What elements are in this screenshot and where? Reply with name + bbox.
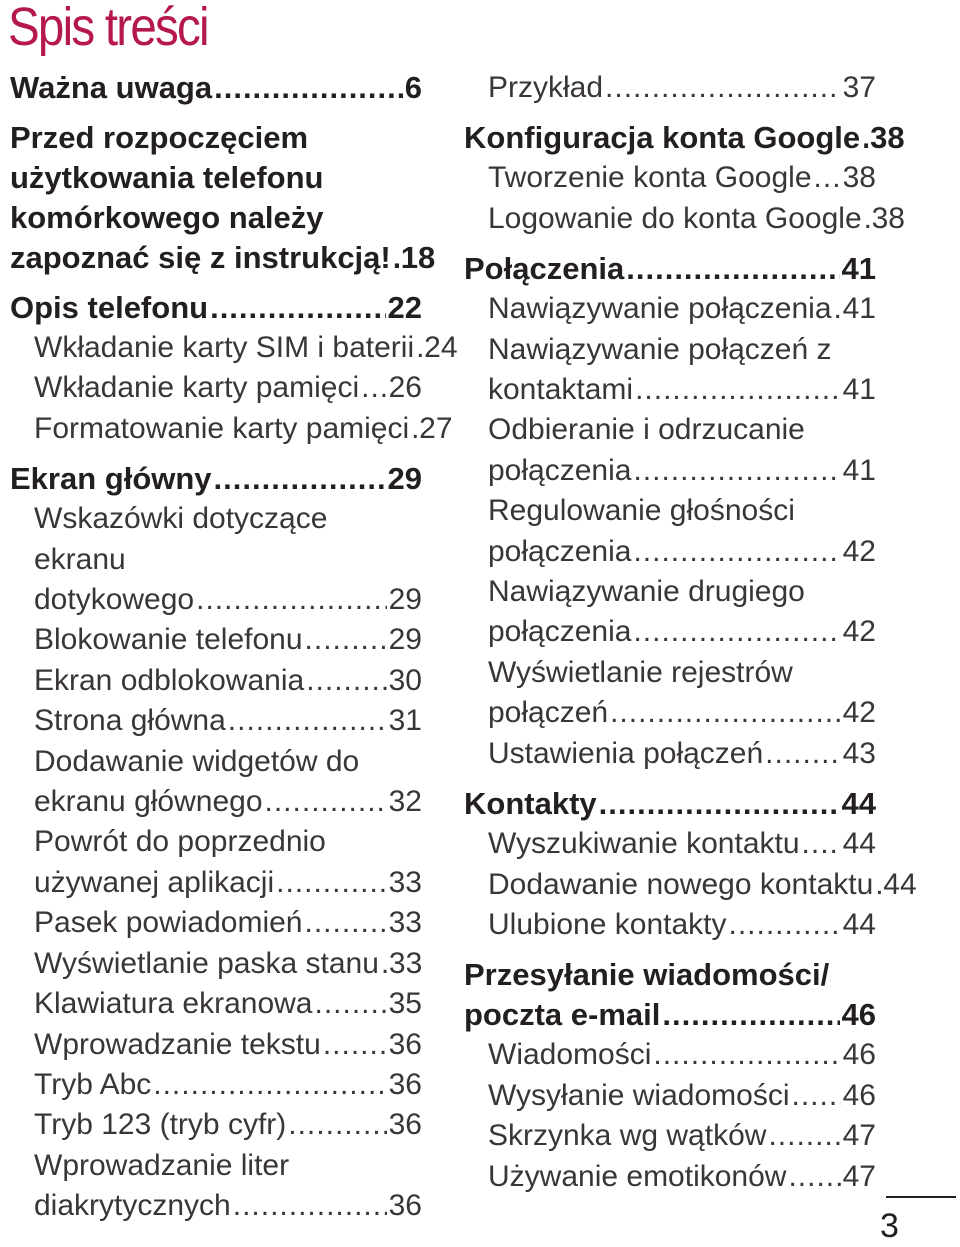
toc-subsection-entry[interactable]: [464, 410, 876, 491]
toc-entry-text-line: Wskazówki dotyczące ekranu: [34, 502, 328, 576]
toc-right-column: [464, 68, 917, 1197]
toc-subsection-entry[interactable]: [464, 289, 876, 329]
toc-dot-leader: [416, 328, 422, 368]
toc-subsection-entry[interactable]: [10, 368, 422, 408]
toc-page-number: 36: [388, 1027, 422, 1061]
toc-subsection-entry[interactable]: [464, 68, 876, 108]
toc-subsection-entry[interactable]: [10, 984, 422, 1024]
toc-page-number: 38: [842, 161, 876, 195]
toc-page-number: 22: [387, 290, 422, 325]
toc-page-number: 33: [388, 906, 422, 940]
toc-entry-label: Wkładanie karty pamięci: [34, 371, 360, 405]
toc-entry-label: Ulubione kontakty: [488, 907, 727, 941]
toc-subsection-entry[interactable]: [464, 1035, 876, 1075]
toc-page-number: 41: [842, 373, 876, 407]
toc-entry-label: używanej aplikacji: [34, 865, 275, 899]
toc-page-number: 18: [400, 240, 436, 275]
toc-section-entry[interactable]: [10, 118, 436, 278]
toc-section-entry[interactable]: [464, 249, 876, 289]
toc-entry-label: dotykowego: [34, 583, 195, 617]
toc-entry-text-line: użytkowania telefonu: [10, 160, 324, 195]
toc-subsection-entry[interactable]: [10, 409, 453, 449]
toc-entry-label: ekranu głównego: [34, 785, 263, 819]
toc-dot-leader: [802, 824, 841, 864]
toc-section-entry[interactable]: [10, 459, 422, 499]
toc-dot-leader: [633, 612, 840, 652]
toc-entry-text-line: Powrót do poprzednio: [34, 825, 326, 859]
toc-dot-leader: [210, 288, 385, 328]
toc-entry-label: Wyświetlanie paska stanu: [34, 946, 379, 980]
toc-page-number: 46: [842, 1038, 876, 1072]
toc-entry-label: Wiadomości: [488, 1038, 652, 1072]
toc-dot-leader: [599, 784, 840, 824]
toc-page-number: 26: [388, 371, 422, 405]
toc-entry-label: Blokowanie telefonu: [34, 623, 303, 657]
toc-entry-label: diakrytycznych: [34, 1189, 231, 1223]
toc-subsection-entry[interactable]: [464, 199, 905, 239]
toc-entry-label: Tryb Abc: [34, 1067, 152, 1101]
toc-subsection-entry[interactable]: [10, 903, 422, 943]
toc-section-entry[interactable]: [464, 118, 905, 158]
toc-subsection-entry[interactable]: [464, 905, 876, 945]
toc-page-number: 47: [842, 1159, 876, 1193]
toc-dot-leader: [633, 532, 840, 572]
toc-dot-leader: [862, 118, 868, 158]
toc-subsection-entry[interactable]: [464, 1157, 876, 1197]
toc-entry-label: Przykład: [488, 71, 604, 104]
toc-subsection-entry[interactable]: [10, 822, 422, 903]
toc-entry-label: Wprowadzanie tekstu: [34, 1027, 321, 1061]
toc-entry-text-line: Nawiązywanie drugiego: [488, 575, 805, 609]
toc-subsection-entry[interactable]: [464, 653, 876, 734]
toc-subsection-entry[interactable]: [464, 1076, 876, 1116]
toc-page-number: 42: [842, 534, 876, 568]
toc-page-number: 38: [870, 120, 905, 156]
toc-page-number: 44: [842, 827, 876, 861]
toc-dot-leader: [792, 1076, 841, 1116]
toc-dot-leader: [361, 368, 387, 408]
toc-entry-text-line: Wyświetlanie rejestrów: [488, 655, 793, 689]
toc-page-number: 36: [388, 1189, 422, 1223]
toc-page-number: 29: [388, 623, 422, 657]
toc-left-column: [10, 68, 458, 1227]
toc-entry-label: Opis telefonu: [10, 290, 209, 325]
toc-entry-label: Strona główna: [34, 704, 226, 738]
toc-dot-leader: [633, 451, 840, 491]
toc-subsection-entry[interactable]: [10, 944, 422, 984]
toc-entry-label: Formatowanie karty pamięci: [34, 411, 410, 445]
page-number: 3: [880, 1207, 899, 1245]
toc-dot-leader: [728, 905, 840, 945]
toc-entry-label: połączeń: [488, 696, 609, 730]
toc-subsection-entry[interactable]: [10, 742, 422, 823]
toc-dot-leader: [653, 1035, 840, 1075]
toc-dot-leader: [381, 944, 387, 984]
toc-page-number: 35: [388, 987, 422, 1021]
toc-subsection-entry[interactable]: [464, 572, 876, 653]
toc-entry-label: poczta e-mail: [464, 997, 661, 1033]
toc-entry-label: zapoznać się z instrukcją!: [10, 240, 391, 275]
toc-dot-leader: [834, 289, 841, 329]
page-title: Spis treści: [8, 0, 208, 57]
toc-dot-leader: [153, 1065, 386, 1105]
toc-entry-text-line: Przesyłanie wiadomości/: [464, 957, 830, 993]
toc-entry-label: Kontakty: [464, 786, 597, 822]
toc-page-number: 36: [388, 1067, 422, 1101]
toc-entry-label: Ekran odblokowania: [34, 663, 305, 697]
toc-page-number: 27: [419, 411, 453, 445]
toc-entry-label: kontaktami: [488, 373, 634, 407]
toc-page-number: 43: [842, 736, 876, 770]
toc-page-number: 41: [842, 453, 876, 487]
toc-page-number: 37: [842, 71, 876, 104]
toc-dot-leader: [662, 995, 839, 1035]
toc-entry-label: Konfiguracja konta Google: [464, 120, 861, 156]
toc-section-entry[interactable]: [10, 68, 422, 108]
toc-dot-leader: [306, 661, 386, 701]
toc-dot-leader: [635, 370, 841, 410]
toc-subsection-entry[interactable]: [464, 865, 917, 905]
toc-entry-label: Połączenia: [464, 251, 625, 287]
toc-entry-label: Ustawienia połączeń: [488, 736, 764, 770]
toc-page-number: 46: [842, 1078, 876, 1112]
toc-entry-label: połączenia: [488, 615, 632, 649]
toc-section-entry[interactable]: [464, 784, 876, 824]
toc-subsection-entry[interactable]: [10, 1065, 422, 1105]
toc-subsection-entry[interactable]: [10, 1105, 422, 1145]
toc-dot-leader: [864, 199, 870, 239]
toc-subsection-entry[interactable]: [464, 734, 876, 774]
toc-entry-label: Skrzynka wg wątków: [488, 1119, 767, 1153]
toc-entry-label: Ekran główny: [10, 461, 212, 497]
toc-subsection-entry[interactable]: [464, 824, 876, 864]
toc-page-number: 31: [388, 704, 422, 738]
toc-entry-label: połączenia: [488, 453, 632, 487]
toc-entry-text-line: Odbieranie i odrzucanie: [488, 413, 805, 447]
toc-entry-text-line: Przed rozpoczęciem: [10, 120, 309, 155]
toc-dot-leader: [765, 734, 840, 774]
toc-page-number: 29: [387, 461, 422, 497]
toc-dot-leader: [875, 865, 881, 905]
toc-entry-label: Dodawanie nowego kontaktu: [488, 867, 874, 901]
toc-dot-leader: [276, 863, 387, 903]
toc-dot-leader: [626, 249, 839, 289]
toc-page-number: 46: [841, 997, 876, 1033]
toc-subsection-entry[interactable]: [10, 499, 422, 620]
toc-dot-leader: [314, 984, 386, 1024]
toc-entry-label: Używanie emotikonów: [488, 1159, 787, 1193]
toc-dot-leader: [228, 701, 387, 741]
toc-page-number: 38: [871, 201, 905, 235]
toc-dot-leader: [265, 782, 387, 822]
toc-dot-leader: [814, 158, 841, 198]
toc-dot-leader: [305, 620, 387, 660]
toc-page-number: 44: [842, 907, 876, 941]
toc-page-number: 42: [842, 696, 876, 730]
toc-entry-label: Klawiatura ekranowa: [34, 987, 313, 1021]
toc-entry-label: Nawiązywanie połączenia: [488, 292, 832, 326]
toc-section-entry[interactable]: [10, 288, 422, 328]
toc-entry-label: Tworzenie konta Google: [488, 161, 812, 195]
toc-page-number: 44: [883, 867, 917, 901]
toc-entry-label: Wyszukiwanie kontaktu: [488, 827, 800, 861]
toc-dot-leader: [214, 459, 386, 499]
toc-dot-leader: [411, 409, 417, 449]
toc-page-number: 41: [841, 251, 876, 287]
toc-dot-leader: [605, 68, 841, 108]
toc-page-number: 44: [841, 786, 876, 822]
toc-dot-leader: [305, 903, 387, 943]
toc-subsection-entry[interactable]: [464, 158, 876, 198]
toc-dot-leader: [393, 238, 399, 278]
toc-page-number: 6: [404, 70, 422, 105]
page-number-rule: [886, 1196, 956, 1198]
toc-entry-label: Pasek powiadomień: [34, 906, 303, 940]
toc-subsection-entry[interactable]: [10, 328, 458, 368]
toc-entry-label: Wysyłanie wiadomości: [488, 1078, 790, 1112]
toc-subsection-entry[interactable]: [10, 620, 422, 660]
toc-subsection-entry[interactable]: [10, 701, 422, 741]
toc-dot-leader: [788, 1157, 840, 1197]
toc-dot-leader: [214, 68, 403, 108]
toc-dot-leader: [768, 1116, 840, 1156]
toc-section-entry[interactable]: [464, 955, 876, 1035]
toc-page-number: 41: [842, 292, 876, 326]
toc-entry-text-line: komórkowego należy: [10, 200, 324, 235]
toc-page-number: 30: [388, 663, 422, 697]
toc-page-number: 47: [842, 1119, 876, 1153]
toc-page-number: 33: [388, 946, 423, 980]
toc-entry-text-line: Regulowanie głośności: [488, 494, 795, 528]
toc-page-number: 32: [388, 785, 422, 819]
toc-page-number: 33: [388, 865, 422, 899]
toc-subsection-entry[interactable]: [464, 491, 876, 572]
toc-page-number: 36: [388, 1108, 422, 1142]
toc-subsection-entry[interactable]: [10, 1025, 422, 1065]
toc-entry-label: połączenia: [488, 534, 632, 568]
toc-entry-label: Logowanie do konta Google: [488, 201, 862, 235]
toc-entry-label: Tryb 123 (tryb cyfr): [34, 1108, 287, 1142]
toc-dot-leader: [233, 1186, 387, 1226]
toc-subsection-entry[interactable]: [464, 330, 876, 411]
toc-page-number: 42: [842, 615, 876, 649]
toc-dot-leader: [288, 1105, 386, 1145]
toc-page-number: 24: [424, 331, 458, 364]
toc-subsection-entry[interactable]: [464, 1116, 876, 1156]
toc-entry-label: Wkładanie karty SIM i baterii: [34, 331, 415, 364]
toc-entry-text-line: Dodawanie widgetów do: [34, 744, 360, 778]
toc-subsection-entry[interactable]: [10, 661, 422, 701]
toc-entry-label: Ważna uwaga: [10, 70, 213, 105]
toc-entry-text-line: Nawiązywanie połączeń z: [488, 332, 832, 366]
toc-entry-text-line: Wprowadzanie liter: [34, 1148, 290, 1182]
toc-dot-leader: [610, 693, 841, 733]
toc-subsection-entry[interactable]: [10, 1146, 422, 1227]
toc-page-number: 29: [388, 583, 422, 617]
toc-dot-leader: [196, 580, 387, 620]
toc-dot-leader: [323, 1025, 387, 1065]
